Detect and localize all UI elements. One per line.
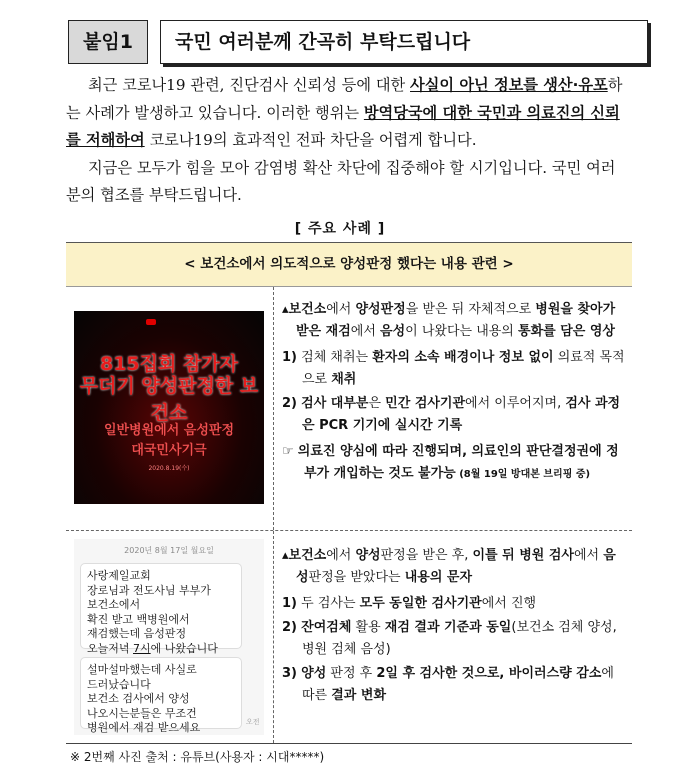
pointing-hand-icon: ☞	[282, 444, 294, 459]
case1-note: ☞ 의료진 양심에 따라 진행되며, 의료인의 판단결정권에 정부가 개입하는 것도 불가능 (8월 19일 방대본 브리핑 중)	[282, 444, 619, 481]
case-row-2	[66, 531, 632, 744]
intro-paragraph-1: 최근 코로나19 관련, 진단검사 신뢰성 등에 대한 사실이 아닌 정보를 생산·유포하는 사례가 발생하고 있습니다. 이러한 행위는 방역당국에 대한 국민과 의료진의 신뢰를 저해하여 코로나19의 효과적인 전파 차단을 어렵게 합니다.	[66, 76, 623, 149]
case1-point-2: 2) 검사 대부분은 민간 검사기관에서 이루어지며, 검사 과정은 PCR 기기에 실시간 기록	[282, 396, 621, 433]
column-divider	[273, 531, 274, 743]
video-title-line2: 무더기 양성판정한 보건소	[79, 375, 259, 424]
text-message-screenshot	[74, 539, 264, 735]
case1-description	[282, 299, 626, 490]
case2-summary: ▴보건소에서 양성판정을 받은 후, 이틀 뒤 병원 검사에서 음성판정을 받았다는 내용의 문자	[282, 548, 616, 585]
video-thumbnail	[74, 311, 264, 504]
attachment-tag: 붙임1	[68, 20, 148, 64]
chat-bubble-1: 사랑제일교회 장로님과 전도사님 부부가 보건소에서 확진 받고 백병원에서 재검했는데 음성판정 오늘저녁 7시에 나왔습니다	[80, 563, 242, 649]
video-title-line1: 815집회 참가자	[99, 353, 239, 375]
page-title: 국민 여러분께 간곡히 부탁드립니다	[160, 20, 648, 64]
intro-paragraph-2: 지금은 모두가 힘을 모아 감염병 확산 차단에 집중해야 할 시기입니다. 국민 여러분의 협조를 부탁드립니다.	[66, 158, 616, 204]
video-subtitle-line2: 대국민사기극	[131, 443, 207, 458]
case2-point-1: 1) 두 검사는 모두 동일한 검사기관에서 진행	[282, 596, 537, 611]
case-category-bar: < 보건소에서 의도적으로 양성판정 했다는 내용 관련 >	[66, 242, 632, 287]
header	[68, 20, 648, 66]
case1-point-1: 1) 검체 채취는 환자의 소속 배경이나 정보 없이 의료적 목적으로 채취	[282, 350, 625, 387]
video-date: 2020.8.19(수)	[148, 465, 190, 472]
chat-bubble-2: 설마설마했는데 사실로 드러났습니다 보건소 검사에서 양성 나오시는분들은 무조건 병원에서 재검 받으세요	[80, 657, 242, 729]
photo-source-footnote: ※ 2번째 사진 출처 : 유튜브(사용자 : 시대*****)	[70, 750, 325, 764]
video-subtitle-line1: 일반병원에서 음성판정	[103, 423, 235, 438]
chat-date: 2020년 8월 17일 월요일	[124, 546, 214, 555]
intro-text	[66, 72, 626, 210]
chat-time: 오전	[246, 718, 260, 726]
case2-point-2: 2) 잔여검체 활용 재검 결과 기준과 동일(보건소 검체 양성, 병원 검체 음성)	[282, 620, 617, 657]
case2-point-3: 3) 양성 판정 후 2일 후 검사한 것으로, 바이러스량 감소에 따른 결과 변화	[282, 666, 614, 703]
section-title: [ 주요 사례 ]	[294, 221, 386, 237]
case1-summary: ▴보건소에서 양성판정을 받은 뒤 자체적으로 병원을 찾아가 받은 재검에서 음성이 나왔다는 내용의 통화를 담은 영상	[282, 302, 616, 339]
case-row-1	[66, 287, 632, 531]
record-icon	[146, 319, 156, 325]
case2-description	[282, 545, 626, 709]
column-divider	[273, 287, 274, 530]
